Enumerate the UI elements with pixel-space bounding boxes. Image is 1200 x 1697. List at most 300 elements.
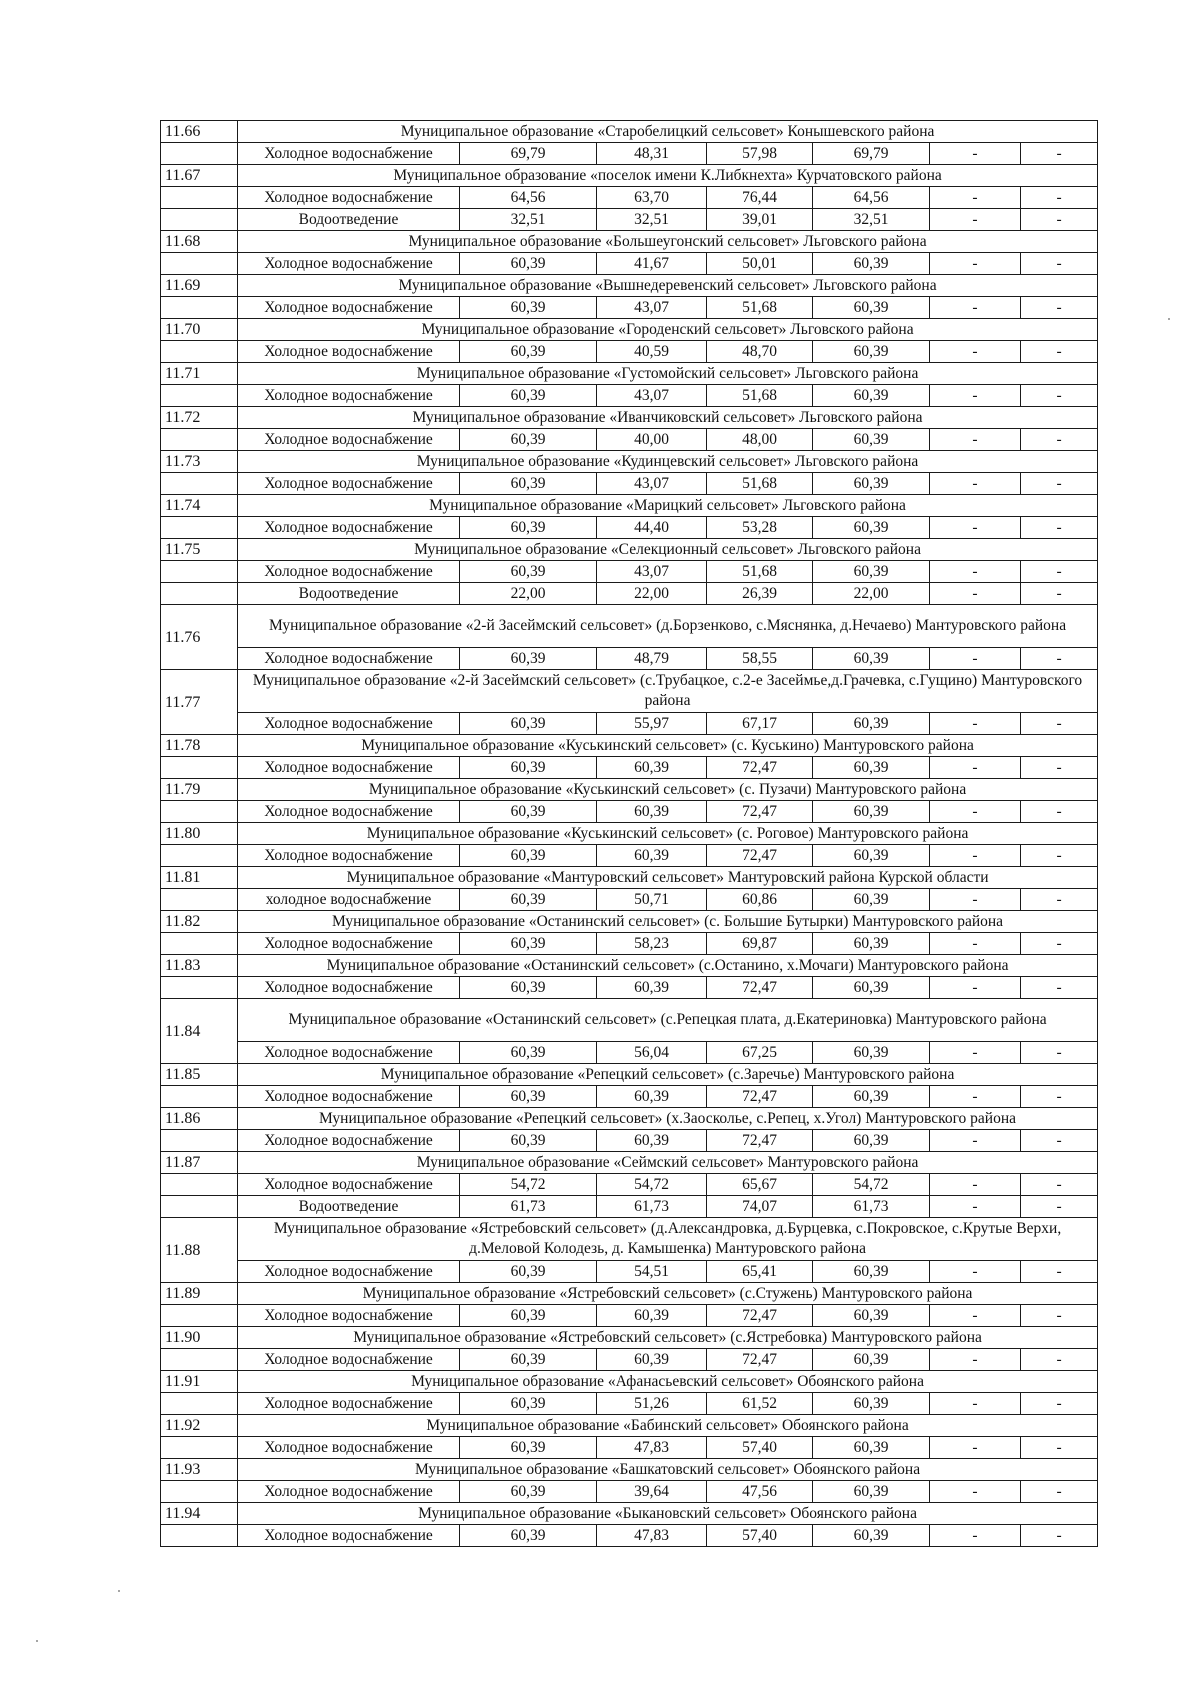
- tariff-value: 60,39: [460, 713, 597, 735]
- tariff-value: 43,07: [597, 385, 707, 407]
- tariff-table: [160, 120, 1098, 1547]
- tariff-value: 60,39: [460, 517, 597, 539]
- section-number: 11.83: [161, 955, 238, 977]
- tariff-value: 60,39: [460, 757, 597, 779]
- tariff-value: 44,40: [597, 517, 707, 539]
- empty-value-dash: -: [930, 648, 1021, 670]
- section-number: 11.88: [161, 1218, 238, 1283]
- tariff-value: 60,39: [460, 297, 597, 319]
- section-number: 11.79: [161, 779, 238, 801]
- service-row: [161, 1086, 1098, 1108]
- tariff-value: 74,07: [707, 1196, 813, 1218]
- tariff-value: 43,07: [597, 473, 707, 495]
- tariff-value: 60,39: [460, 1130, 597, 1152]
- service-name: Холодное водоснабжение: [238, 429, 460, 451]
- tariff-table-body: [161, 121, 1098, 1547]
- tariff-value: 60,39: [460, 429, 597, 451]
- empty-value-dash: -: [930, 1481, 1021, 1503]
- tariff-value: 47,83: [597, 1525, 707, 1547]
- municipality-title: Муниципальное образование «Городенский сельсовет» Льговского района: [238, 319, 1098, 341]
- municipality-title-row: [161, 1108, 1098, 1130]
- service-row: [161, 801, 1098, 823]
- tariff-value: 60,39: [813, 801, 930, 823]
- service-name: Холодное водоснабжение: [238, 517, 460, 539]
- tariff-value: 65,41: [707, 1261, 813, 1283]
- tariff-value: 61,73: [460, 1196, 597, 1218]
- municipality-title: Муниципальное образование «Куськинский сельсовет» (с. Пузачи) Мантуровского района: [238, 779, 1098, 801]
- municipality-title-row: [161, 363, 1098, 385]
- empty-number-cell: [161, 209, 238, 231]
- municipality-title: Муниципальное образование «Останинский сельсовет» (с. Большие Бутырки) Мантуровского района: [238, 911, 1098, 933]
- tariff-value: 60,39: [813, 385, 930, 407]
- tariff-value: 53,28: [707, 517, 813, 539]
- section-number: 11.91: [161, 1371, 238, 1393]
- empty-value-dash: -: [1021, 253, 1098, 275]
- tariff-value: 60,39: [813, 1261, 930, 1283]
- municipality-title-row: [161, 495, 1098, 517]
- service-name: Холодное водоснабжение: [238, 977, 460, 999]
- tariff-value: 60,39: [813, 713, 930, 735]
- tariff-value: 60,39: [460, 1481, 597, 1503]
- municipality-title: Муниципальное образование «Сеймский сельсовет» Мантуровского района: [238, 1152, 1098, 1174]
- scan-speck: [1168, 318, 1170, 320]
- section-number: 11.72: [161, 407, 238, 429]
- service-name: Холодное водоснабжение: [238, 933, 460, 955]
- tariff-value: 64,56: [813, 187, 930, 209]
- municipality-title-row: [161, 955, 1098, 977]
- empty-value-dash: -: [930, 1525, 1021, 1547]
- tariff-value: 48,00: [707, 429, 813, 451]
- municipality-title: Муниципальное образование «Мантуровский сельсовет» Мантуровский района Курской области: [238, 867, 1098, 889]
- empty-value-dash: -: [1021, 977, 1098, 999]
- empty-value-dash: -: [930, 1261, 1021, 1283]
- empty-number-cell: [161, 253, 238, 275]
- tariff-value: 47,56: [707, 1481, 813, 1503]
- tariff-value: 58,23: [597, 933, 707, 955]
- empty-number-cell: [161, 1481, 238, 1503]
- tariff-value: 60,39: [813, 429, 930, 451]
- tariff-value: 60,39: [460, 801, 597, 823]
- tariff-value: 54,51: [597, 1261, 707, 1283]
- tariff-value: 61,73: [813, 1196, 930, 1218]
- tariff-value: 51,68: [707, 385, 813, 407]
- service-row: [161, 1305, 1098, 1327]
- service-name: Водоотведение: [238, 209, 460, 231]
- section-number: 11.68: [161, 231, 238, 253]
- tariff-value: 60,39: [460, 1042, 597, 1064]
- municipality-title-row: [161, 275, 1098, 297]
- service-name: Холодное водоснабжение: [238, 297, 460, 319]
- tariff-value: 57,40: [707, 1525, 813, 1547]
- empty-number-cell: [161, 1305, 238, 1327]
- service-name: Водоотведение: [238, 1196, 460, 1218]
- municipality-title: Муниципальное образование «Густомойский сельсовет» Льговского района: [238, 363, 1098, 385]
- service-row: [161, 187, 1098, 209]
- tariff-value: 41,67: [597, 253, 707, 275]
- tariff-value: 60,39: [597, 845, 707, 867]
- section-number: 11.93: [161, 1459, 238, 1481]
- empty-value-dash: -: [1021, 1437, 1098, 1459]
- tariff-value: 61,73: [597, 1196, 707, 1218]
- section-number: 11.73: [161, 451, 238, 473]
- service-row: [161, 143, 1098, 165]
- service-row: [161, 845, 1098, 867]
- tariff-value: 60,39: [813, 1305, 930, 1327]
- service-row: [161, 429, 1098, 451]
- service-name: Холодное водоснабжение: [238, 1525, 460, 1547]
- service-row: [161, 341, 1098, 363]
- municipality-title: Муниципальное образование «Марицкий сельсовет» Льговского района: [238, 495, 1098, 517]
- tariff-value: 60,39: [813, 1393, 930, 1415]
- tariff-value: 60,39: [460, 1349, 597, 1371]
- service-name: Холодное водоснабжение: [238, 1174, 460, 1196]
- tariff-value: 58,55: [707, 648, 813, 670]
- empty-value-dash: -: [1021, 801, 1098, 823]
- municipality-title: Муниципальное образование «Останинский сельсовет» (с.Репецкая плата, д.Екатериновка) Мантуровского района: [238, 999, 1098, 1042]
- municipality-title-row: [161, 1503, 1098, 1525]
- empty-value-dash: -: [1021, 561, 1098, 583]
- empty-number-cell: [161, 341, 238, 363]
- service-row: [161, 473, 1098, 495]
- municipality-title: Муниципальное образование «Старобелицкий сельсовет» Конышевского района: [238, 121, 1098, 143]
- empty-number-cell: [161, 1174, 238, 1196]
- empty-value-dash: -: [1021, 1393, 1098, 1415]
- service-name: Холодное водоснабжение: [238, 1261, 460, 1283]
- section-number: 11.87: [161, 1152, 238, 1174]
- municipality-title: Муниципальное образование «Куськинский сельсовет» (с. Куськино) Мантуровского района: [238, 735, 1098, 757]
- empty-number-cell: [161, 583, 238, 605]
- empty-value-dash: -: [1021, 713, 1098, 735]
- municipality-title: Муниципальное образование «Иванчиковский сельсовет» Льговского района: [238, 407, 1098, 429]
- tariff-value: 60,39: [597, 977, 707, 999]
- tariff-value: 61,52: [707, 1393, 813, 1415]
- empty-value-dash: -: [1021, 845, 1098, 867]
- tariff-value: 67,17: [707, 713, 813, 735]
- municipality-title: Муниципальное образование «Большеугонский сельсовет» Льговского района: [238, 231, 1098, 253]
- tariff-value: 60,39: [813, 757, 930, 779]
- municipality-title: Муниципальное образование «Ястребовский сельсовет» (с.Стужень) Мантуровского района: [238, 1283, 1098, 1305]
- empty-value-dash: -: [930, 253, 1021, 275]
- service-row: [161, 977, 1098, 999]
- empty-value-dash: -: [1021, 583, 1098, 605]
- tariff-value: 72,47: [707, 1086, 813, 1108]
- empty-value-dash: -: [930, 561, 1021, 583]
- tariff-value: 60,39: [460, 1525, 597, 1547]
- service-name: Холодное водоснабжение: [238, 253, 460, 275]
- empty-number-cell: [161, 845, 238, 867]
- empty-value-dash: -: [1021, 889, 1098, 911]
- empty-number-cell: [161, 1086, 238, 1108]
- municipality-title-row: [161, 911, 1098, 933]
- empty-value-dash: -: [930, 473, 1021, 495]
- empty-value-dash: -: [930, 1086, 1021, 1108]
- tariff-value: 54,72: [813, 1174, 930, 1196]
- empty-value-dash: -: [930, 801, 1021, 823]
- service-name: Холодное водоснабжение: [238, 1437, 460, 1459]
- service-row: [161, 209, 1098, 231]
- tariff-value: 72,47: [707, 801, 813, 823]
- empty-value-dash: -: [930, 1305, 1021, 1327]
- tariff-value: 60,39: [460, 977, 597, 999]
- empty-value-dash: -: [1021, 1305, 1098, 1327]
- empty-value-dash: -: [1021, 1086, 1098, 1108]
- service-name: Холодное водоснабжение: [238, 1042, 460, 1064]
- service-row: [161, 648, 1098, 670]
- empty-value-dash: -: [1021, 517, 1098, 539]
- section-number: 11.84: [161, 999, 238, 1064]
- empty-number-cell: [161, 561, 238, 583]
- empty-value-dash: -: [930, 845, 1021, 867]
- tariff-value: 60,39: [813, 889, 930, 911]
- tariff-value: 43,07: [597, 297, 707, 319]
- municipality-title: Муниципальное образование «Вышнедеревенский сельсовет» Льговского района: [238, 275, 1098, 297]
- tariff-value: 72,47: [707, 845, 813, 867]
- tariff-value: 60,39: [460, 473, 597, 495]
- service-row: [161, 1196, 1098, 1218]
- municipality-title-row: [161, 605, 1098, 648]
- tariff-value: 51,68: [707, 561, 813, 583]
- empty-value-dash: -: [930, 757, 1021, 779]
- tariff-value: 67,25: [707, 1042, 813, 1064]
- municipality-title: Муниципальное образование «Афанасьевский сельсовет» Обоянского района: [238, 1371, 1098, 1393]
- tariff-value: 48,70: [707, 341, 813, 363]
- empty-value-dash: -: [930, 385, 1021, 407]
- section-number: 11.94: [161, 1503, 238, 1525]
- service-row: [161, 385, 1098, 407]
- service-row: [161, 889, 1098, 911]
- service-row: [161, 583, 1098, 605]
- tariff-value: 69,87: [707, 933, 813, 955]
- tariff-value: 72,47: [707, 977, 813, 999]
- empty-number-cell: [161, 1437, 238, 1459]
- empty-value-dash: -: [1021, 341, 1098, 363]
- section-number: 11.85: [161, 1064, 238, 1086]
- section-number: 11.82: [161, 911, 238, 933]
- empty-number-cell: [161, 1525, 238, 1547]
- tariff-value: 40,59: [597, 341, 707, 363]
- municipality-title-row: [161, 735, 1098, 757]
- service-row: [161, 1042, 1098, 1064]
- section-number: 11.78: [161, 735, 238, 757]
- empty-number-cell: [161, 757, 238, 779]
- tariff-value: 72,47: [707, 1349, 813, 1371]
- tariff-value: 51,68: [707, 297, 813, 319]
- section-number: 11.86: [161, 1108, 238, 1130]
- municipality-title-row: [161, 1459, 1098, 1481]
- tariff-value: 48,79: [597, 648, 707, 670]
- tariff-value: 60,39: [460, 1437, 597, 1459]
- empty-value-dash: -: [930, 1196, 1021, 1218]
- tariff-value: 60,39: [597, 1349, 707, 1371]
- municipality-title: Муниципальное образование «Репецкий сельсовет» (с.Заречье) Мантуровского района: [238, 1064, 1098, 1086]
- municipality-title-row: [161, 1371, 1098, 1393]
- tariff-value: 57,40: [707, 1437, 813, 1459]
- empty-value-dash: -: [1021, 385, 1098, 407]
- empty-value-dash: -: [930, 977, 1021, 999]
- tariff-value: 22,00: [460, 583, 597, 605]
- tariff-value: 60,39: [460, 1261, 597, 1283]
- service-row: [161, 933, 1098, 955]
- tariff-value: 60,39: [813, 1042, 930, 1064]
- tariff-value: 22,00: [597, 583, 707, 605]
- tariff-value: 50,71: [597, 889, 707, 911]
- tariff-value: 72,47: [707, 1305, 813, 1327]
- empty-value-dash: -: [930, 1042, 1021, 1064]
- tariff-value: 26,39: [707, 583, 813, 605]
- tariff-value: 69,79: [460, 143, 597, 165]
- municipality-title-row: [161, 1283, 1098, 1305]
- empty-number-cell: [161, 517, 238, 539]
- tariff-value: 60,39: [813, 561, 930, 583]
- municipality-title-row: [161, 867, 1098, 889]
- empty-value-dash: -: [930, 713, 1021, 735]
- scan-speck: [118, 1590, 120, 1592]
- municipality-title: Муниципальное образование «поселок имени К.Либкнехта» Курчатовского района: [238, 165, 1098, 187]
- service-name: Холодное водоснабжение: [238, 1393, 460, 1415]
- service-name: Холодное водоснабжение: [238, 757, 460, 779]
- empty-value-dash: -: [930, 1349, 1021, 1371]
- empty-value-dash: -: [1021, 1261, 1098, 1283]
- municipality-title: Муниципальное образование «Башкатовский сельсовет» Обоянского района: [238, 1459, 1098, 1481]
- service-name: Холодное водоснабжение: [238, 845, 460, 867]
- municipality-title-row: [161, 779, 1098, 801]
- tariff-value: 47,83: [597, 1437, 707, 1459]
- section-number: 11.80: [161, 823, 238, 845]
- tariff-value: 60,39: [597, 1086, 707, 1108]
- service-name: Холодное водоснабжение: [238, 473, 460, 495]
- tariff-value: 60,39: [597, 801, 707, 823]
- service-name: Холодное водоснабжение: [238, 1305, 460, 1327]
- empty-number-cell: [161, 1196, 238, 1218]
- empty-value-dash: -: [930, 1393, 1021, 1415]
- tariff-value: 54,72: [460, 1174, 597, 1196]
- municipality-title-row: [161, 1415, 1098, 1437]
- service-name: Холодное водоснабжение: [238, 801, 460, 823]
- municipality-title: Муниципальное образование «2-й Засеймский сельсовет» (д.Борзенково, с.Мяснянка, д.Нечаево) Мантуровского района: [238, 605, 1098, 648]
- municipality-title-row: [161, 539, 1098, 561]
- service-name: Холодное водоснабжение: [238, 143, 460, 165]
- tariff-value: 60,39: [813, 1130, 930, 1152]
- empty-value-dash: -: [1021, 187, 1098, 209]
- service-name: Холодное водоснабжение: [238, 187, 460, 209]
- empty-value-dash: -: [1021, 648, 1098, 670]
- section-number: 11.77: [161, 670, 238, 735]
- municipality-title: Муниципальное образование «Быкановский сельсовет» Обоянского района: [238, 1503, 1098, 1525]
- empty-value-dash: -: [1021, 143, 1098, 165]
- tariff-value: 60,39: [813, 1525, 930, 1547]
- tariff-value: 43,07: [597, 561, 707, 583]
- tariff-value: 32,51: [460, 209, 597, 231]
- empty-value-dash: -: [930, 889, 1021, 911]
- tariff-value: 40,00: [597, 429, 707, 451]
- tariff-value: 69,79: [813, 143, 930, 165]
- tariff-value: 60,86: [707, 889, 813, 911]
- service-name: Холодное водоснабжение: [238, 341, 460, 363]
- tariff-value: 60,39: [813, 297, 930, 319]
- municipality-title-row: [161, 823, 1098, 845]
- section-number: 11.69: [161, 275, 238, 297]
- empty-number-cell: [161, 933, 238, 955]
- empty-value-dash: -: [930, 341, 1021, 363]
- empty-number-cell: [161, 801, 238, 823]
- empty-number-cell: [161, 187, 238, 209]
- tariff-value: 60,39: [460, 845, 597, 867]
- empty-number-cell: [161, 297, 238, 319]
- tariff-value: 50,01: [707, 253, 813, 275]
- tariff-value: 55,97: [597, 713, 707, 735]
- service-row: [161, 1481, 1098, 1503]
- empty-value-dash: -: [1021, 1042, 1098, 1064]
- empty-number-cell: [161, 977, 238, 999]
- municipality-title-row: [161, 231, 1098, 253]
- empty-number-cell: [161, 1349, 238, 1371]
- tariff-value: 72,47: [707, 1130, 813, 1152]
- empty-value-dash: -: [1021, 209, 1098, 231]
- empty-value-dash: -: [930, 187, 1021, 209]
- service-name: Холодное водоснабжение: [238, 385, 460, 407]
- municipality-title: Муниципальное образование «2-й Засеймский сельсовет» (с.Трубацкое, с.2-е Засеймье,д.Грачевка, с.Гущино) Мантуровского района: [238, 670, 1098, 713]
- section-number: 11.74: [161, 495, 238, 517]
- municipality-title-row: [161, 1327, 1098, 1349]
- municipality-title-row: [161, 451, 1098, 473]
- empty-value-dash: -: [1021, 1349, 1098, 1371]
- tariff-value: 60,39: [460, 933, 597, 955]
- empty-value-dash: -: [1021, 933, 1098, 955]
- tariff-value: 39,01: [707, 209, 813, 231]
- municipality-title-row: [161, 670, 1098, 713]
- empty-value-dash: -: [1021, 429, 1098, 451]
- empty-number-cell: [161, 429, 238, 451]
- empty-number-cell: [161, 1393, 238, 1415]
- section-number: 11.71: [161, 363, 238, 385]
- municipality-title-row: [161, 1152, 1098, 1174]
- tariff-value: 60,39: [813, 845, 930, 867]
- tariff-value: 57,98: [707, 143, 813, 165]
- empty-value-dash: -: [1021, 1481, 1098, 1503]
- tariff-value: 60,39: [460, 385, 597, 407]
- tariff-value: 60,39: [813, 253, 930, 275]
- tariff-value: 72,47: [707, 757, 813, 779]
- municipality-title-row: [161, 319, 1098, 341]
- tariff-value: 60,39: [597, 1305, 707, 1327]
- municipality-title: Муниципальное образование «Куськинский сельсовет» (с. Роговое) Мантуровского района: [238, 823, 1098, 845]
- municipality-title-row: [161, 1218, 1098, 1261]
- empty-value-dash: -: [930, 933, 1021, 955]
- tariff-value: 32,51: [597, 209, 707, 231]
- tariff-value: 60,39: [813, 933, 930, 955]
- service-row: [161, 1393, 1098, 1415]
- municipality-title: Муниципальное образование «Ястребовский сельсовет» (с.Ястребовка) Мантуровского района: [238, 1327, 1098, 1349]
- empty-value-dash: -: [930, 1130, 1021, 1152]
- service-name: Холодное водоснабжение: [238, 1349, 460, 1371]
- service-row: [161, 1349, 1098, 1371]
- tariff-value: 60,39: [813, 341, 930, 363]
- empty-value-dash: -: [1021, 1196, 1098, 1218]
- service-row: [161, 517, 1098, 539]
- municipality-title: Муниципальное образование «Ястребовский сельсовет» (д.Александровка, д.Бурцевка, с.Покровское, с.Крутые Верхи, д.Меловой Колодезь, д. Камышенка) Мантуровского района: [238, 1218, 1098, 1261]
- tariff-value: 54,72: [597, 1174, 707, 1196]
- service-name: Холодное водоснабжение: [238, 1130, 460, 1152]
- service-row: [161, 713, 1098, 735]
- service-row: [161, 1174, 1098, 1196]
- tariff-value: 48,31: [597, 143, 707, 165]
- service-name: Холодное водоснабжение: [238, 713, 460, 735]
- section-number: 11.70: [161, 319, 238, 341]
- municipality-title: Муниципальное образование «Останинский сельсовет» (с.Останино, х.Мочаги) Мантуровского района: [238, 955, 1098, 977]
- tariff-value: 60,39: [460, 253, 597, 275]
- tariff-value: 22,00: [813, 583, 930, 605]
- tariff-value: 60,39: [460, 1305, 597, 1327]
